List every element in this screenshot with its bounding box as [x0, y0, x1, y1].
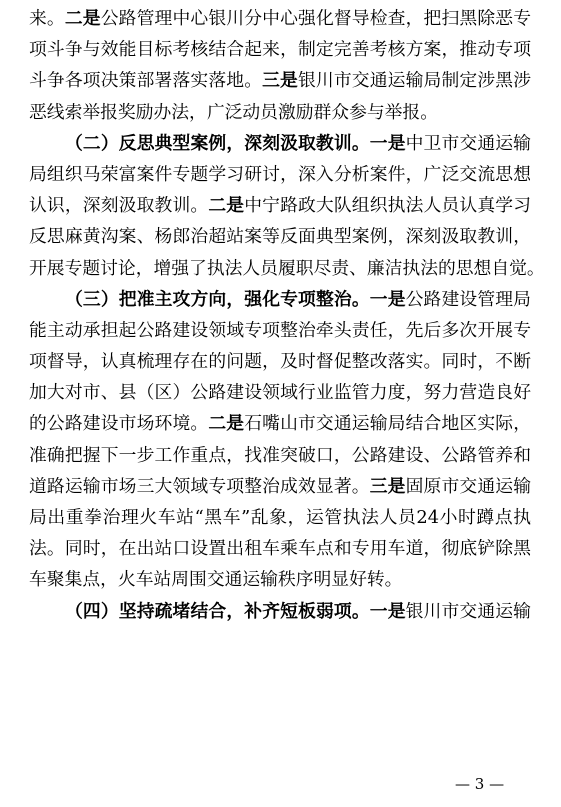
- text-run: 局出重拳治理火车站“黑车”乱象，运管执法人员24小时蹲点执: [29, 507, 531, 528]
- page-number: — 3 —: [455, 775, 505, 793]
- text-run: 银川市交通运输局制定涉黑涉: [298, 70, 531, 92]
- bold-text-run: （三）把准主攻方向，强化专项整治。: [65, 288, 370, 310]
- text-run: 项斗争与效能目标考核结合起来，制定完善考核方案，推动专项: [29, 39, 531, 61]
- bold-text-run: 一是: [369, 600, 406, 622]
- text-run: 局组织马荣富案件专题学习研讨，深入分析案件，广泛交流思想: [29, 163, 531, 185]
- text-line: [29, 3, 531, 34]
- document-body: [29, 3, 545, 627]
- bold-text-run: 一是: [369, 288, 406, 310]
- text-run: 斗争各项决策部署落实落地。: [29, 70, 263, 92]
- text-line: [29, 408, 531, 439]
- text-run: 中宁路政大队组织执法人员认真学习: [244, 195, 531, 217]
- text-run: 银川市交通运输: [405, 600, 531, 622]
- text-line: [29, 190, 531, 221]
- bold-text-run: （四）坚持疏堵结合，补齐短板弱项。: [65, 600, 370, 622]
- text-run: 车聚集点，火车站周围交通运输秩序明显好转。: [29, 569, 403, 591]
- text-run: 中卫市交通运输: [405, 132, 531, 154]
- text-line: [29, 221, 531, 252]
- text-line: [29, 596, 531, 627]
- bold-text-run: 一是: [369, 132, 406, 154]
- text-run: 公路建设管理局: [405, 288, 531, 310]
- text-line: [29, 377, 531, 408]
- text-run: 固原市交通运输: [405, 475, 531, 497]
- bold-text-run: 三是: [369, 475, 406, 497]
- text-run: 项督导，认真梳理存在的问题，及时督促整改落实。同时，不断: [29, 351, 531, 373]
- text-run: 加大对市、县（区）公路建设领域行业监管力度，努力营造良好: [29, 382, 531, 404]
- text-line: [29, 564, 531, 595]
- text-line: [29, 315, 531, 346]
- text-line: [29, 471, 531, 502]
- text-line: [29, 128, 531, 159]
- text-run: 法。同时，在出站口设置出租车乘车点和专用车道，彻底铲除黑: [29, 538, 531, 560]
- text-run: 准确把握下一步工作重点，找准突破口，公路建设、公路管养和: [29, 444, 531, 466]
- text-line: [29, 284, 531, 315]
- text-run: 认识，深刻汲取教训。: [29, 195, 209, 217]
- text-run: 恶线索举报奖励办法，广泛动员激励群众参与举报。: [29, 101, 438, 123]
- text-line: [29, 440, 531, 471]
- bold-text-run: 三是: [262, 70, 298, 92]
- text-line: [29, 65, 531, 96]
- text-run: 能主动承担起公路建设领域专项整治牵头责任，先后多次开展专: [29, 319, 531, 341]
- text-line: [29, 253, 545, 284]
- text-line: [29, 97, 531, 128]
- text-line: [29, 346, 531, 377]
- text-run: 石嘴山市交通运输局结合地区实际，: [244, 413, 531, 435]
- bold-text-run: 二是: [208, 413, 245, 435]
- text-run: 反思麻黄沟案、杨郎治超站案等反面典型案例，深刻汲取教训，: [29, 226, 531, 248]
- bold-text-run: 二是: [208, 195, 245, 217]
- text-run: 的公路建设市场环境。: [29, 413, 209, 435]
- text-line: [29, 34, 531, 65]
- text-run: 开展专题讨论，增强了执法人员履职尽责、廉洁执法的思想自觉。: [29, 257, 545, 279]
- text-line: [29, 502, 531, 533]
- text-run: 公路管理中心银川分中心强化督导检查，把扫黑除恶专: [100, 8, 531, 29]
- text-line: [29, 159, 531, 190]
- text-line: [29, 533, 531, 564]
- bold-text-run: 二是: [64, 8, 101, 29]
- bold-text-run: （二）反思典型案例，深刻汲取教训。: [65, 132, 370, 154]
- text-run: 道路运输市场三大领域专项整治成效显著。: [29, 475, 370, 497]
- text-run: 来。: [29, 8, 65, 29]
